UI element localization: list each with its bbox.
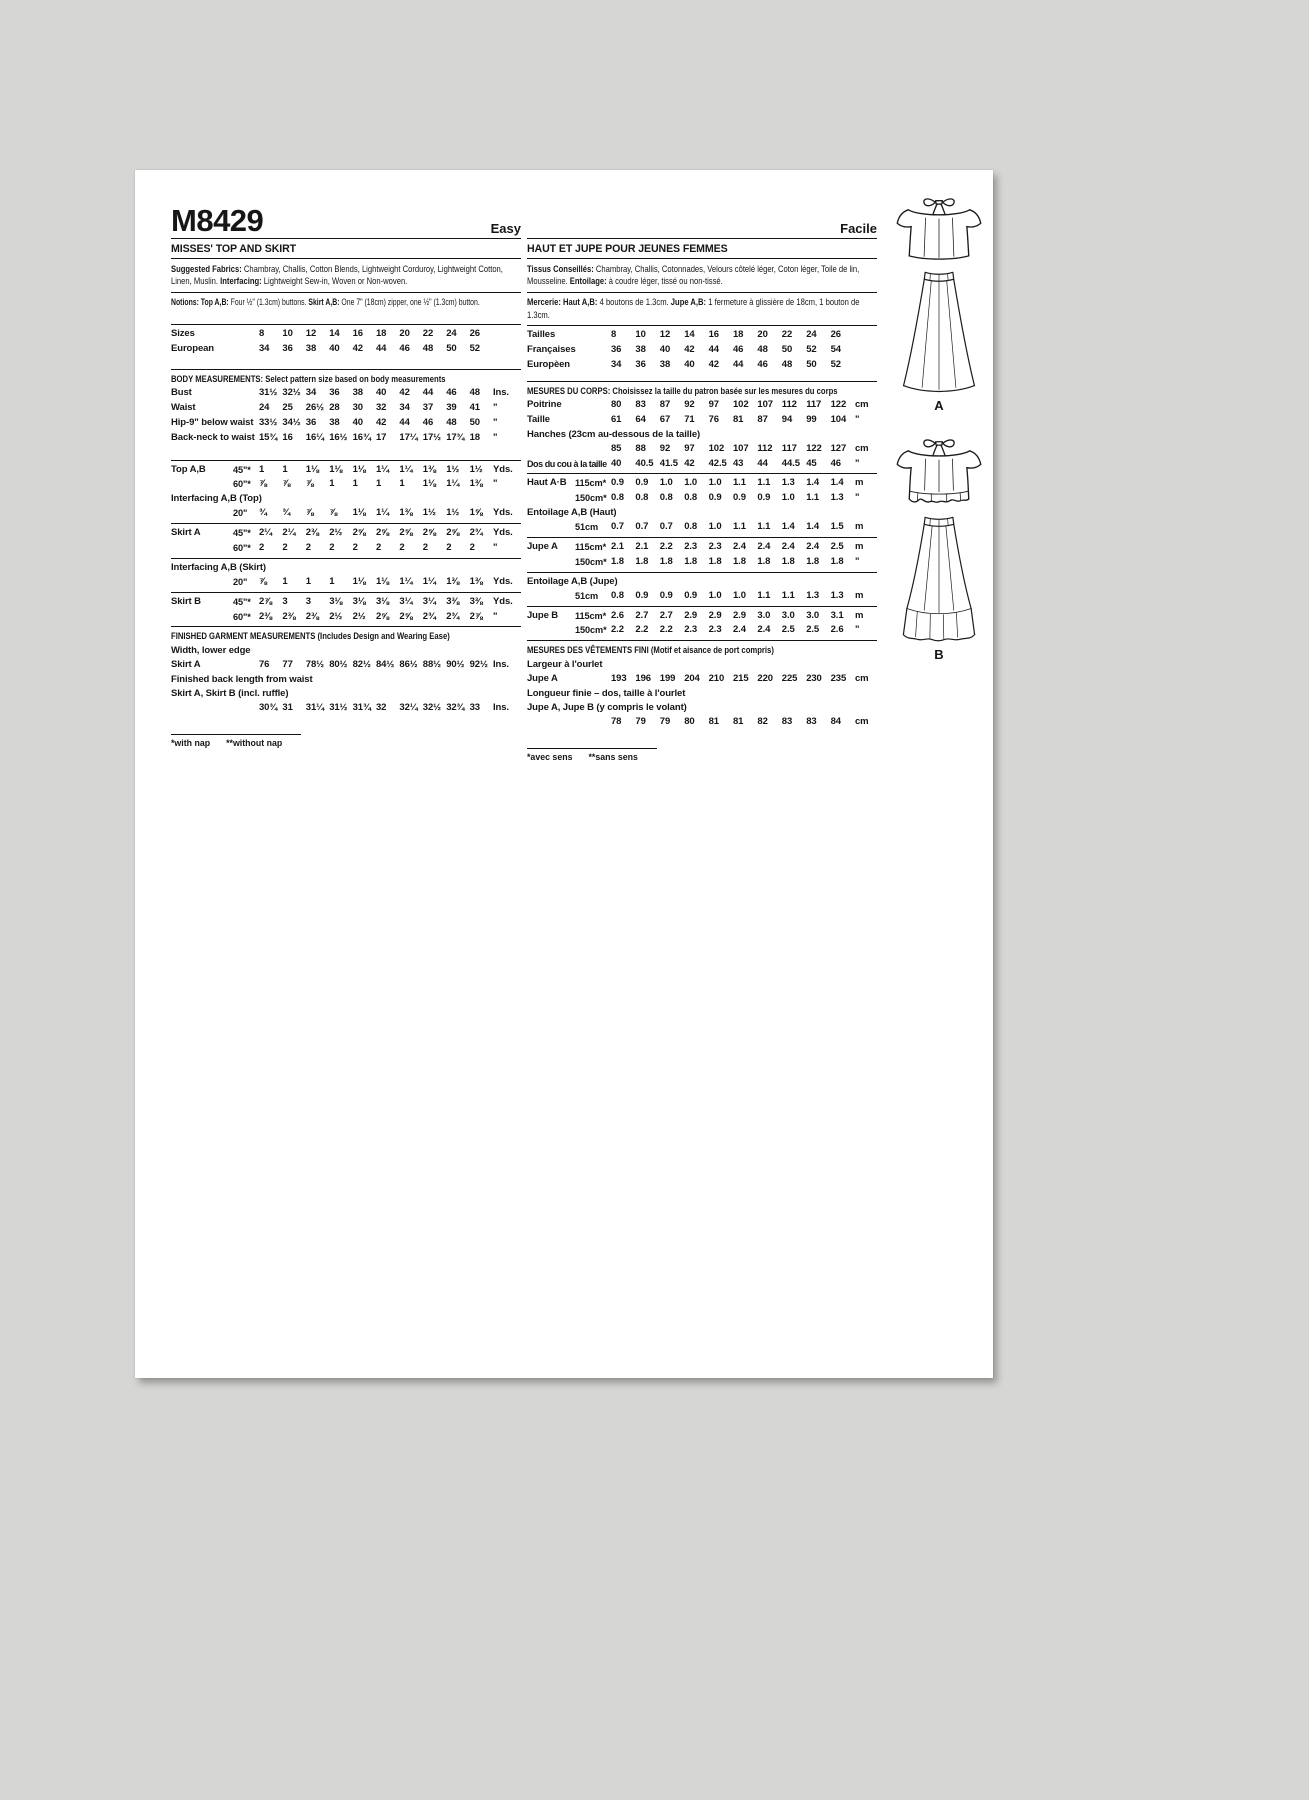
row-values: 76 77 78½ 80½ 82½ 84½ 86½ 88½ 90½ 92½: [259, 659, 488, 671]
mercerie-paragraph: [527, 295, 877, 324]
row-unit: Ins.: [493, 702, 509, 714]
interfacing-skirt-20-row: [171, 575, 521, 590]
row-label: Bust: [171, 387, 192, 399]
row-label: Dos du cou à la taille: [527, 458, 607, 469]
hanches-label: Hanches (23cm au-dessous de la taille): [527, 428, 701, 440]
skirt-b-60-row: [171, 610, 521, 625]
row-values: 34 36 38 40 42 44 46 48 50 52: [611, 358, 841, 370]
notions-skirt-label: Skirt A,B:: [308, 297, 340, 308]
difficulty-label-en: Easy: [490, 221, 521, 236]
row-unit: [855, 358, 877, 373]
row-values: 2.1 2.1 2.2 2.3 2.3 2.4 2.4 2.4 2.4 2.5: [611, 541, 844, 553]
row-unit: m: [855, 477, 864, 489]
row-values: 2.2 2.2 2.2 2.3 2.3 2.4 2.4 2.5 2.5 2.6: [611, 624, 844, 636]
row-unit: Yds.: [493, 507, 513, 519]
row-width-label: 45"*: [233, 596, 251, 607]
row-label: [171, 575, 233, 590]
row-label: Jupe A: [527, 541, 558, 553]
divider: [527, 381, 877, 382]
tissus-paragraph: [527, 261, 877, 290]
top-view-a-illustration: [891, 194, 987, 264]
bust-row: [171, 386, 521, 401]
row-unit: [493, 342, 521, 357]
row-width-label: 45"*: [233, 528, 251, 539]
divider: [171, 292, 521, 293]
without-nap-note: **without nap: [226, 738, 283, 749]
row-unit: ": [855, 555, 860, 567]
row-values: 0.7 0.7 0.7 0.8 1.0 1.1 1.1 1.4 1.4 1.5: [611, 521, 844, 533]
interfacing-top-20-row: [171, 506, 521, 521]
divider: [171, 626, 521, 627]
row-label: Jupe B: [527, 609, 559, 621]
taille-row: [527, 413, 877, 428]
interfacing-top-label: Interfacing A,B (Top): [171, 493, 262, 505]
row-values: 34 36 38 40 42 44 46 48 50 52: [259, 343, 480, 355]
sens-footnote: [527, 751, 877, 762]
row-values: 36 38 40 42 44 46 48 50 52 54: [611, 343, 841, 355]
row-values: 2⅜ 2⅜ 2⅜ 2½ 2½ 2⅝ 2⅝ 2¾ 2¾ 2⅞: [259, 610, 483, 622]
row-values: 85 88 92 97 102 107 112 117 122 127: [611, 442, 847, 454]
row-values: 2.6 2.7 2.7 2.9 2.9 2.9 3.0 3.0 3.0 3.1: [611, 609, 844, 621]
mercerie-label: Mercerie: Haut A,B:: [527, 297, 598, 308]
entoilage-jupe-51-row: [527, 589, 877, 604]
row-values: ⅞ 1 1 1 1⅛ 1⅛ 1¼ 1¼ 1⅜ 1⅜: [259, 576, 483, 588]
row-label: Europèen: [527, 358, 571, 370]
row-label: [527, 623, 575, 638]
row-values: 78 79 79 80 81 81 82 83 83 84: [611, 716, 841, 728]
row-label: Tailles: [527, 329, 556, 341]
row-label: Hip-9" below waist: [171, 417, 254, 429]
pattern-number: M8429: [171, 203, 264, 238]
entoilage-text: à coudre léger, tissé ou non-tissé.: [606, 276, 723, 287]
row-width-label: 20": [233, 577, 248, 588]
jupe-b-115-row: [527, 609, 877, 624]
view-b-label: B: [934, 647, 944, 662]
entoilage-haut-label: Entoilage A,B (Haut): [527, 507, 617, 519]
view-a-label: A: [934, 398, 944, 413]
row-unit: Ins.: [493, 659, 509, 671]
mesures-vetements-header: MESURES DES VÊTEMENTS FINI (Motif et aisance de port compris): [527, 644, 774, 656]
row-unit: ": [855, 413, 860, 425]
header-row: [527, 200, 877, 236]
sizes-row: [171, 327, 521, 342]
divider: [527, 640, 877, 641]
entoilage-label: Entoilage:: [569, 276, 607, 287]
row-unit: Ins.: [493, 387, 509, 399]
row-unit: m: [855, 609, 864, 621]
row-unit: ": [855, 624, 860, 636]
divider: [527, 572, 877, 573]
european-sizes-row: [171, 342, 521, 357]
french-column: [527, 200, 877, 762]
row-width-label: 150cm*: [575, 556, 607, 567]
row-width-label: 45"*: [233, 464, 251, 475]
haut-ab-115-row: [527, 476, 877, 491]
row-label: Top A,B: [171, 463, 206, 475]
row-unit: ": [493, 417, 498, 429]
row-values: 1 1 1⅛ 1⅛ 1⅛ 1¼ 1¼ 1⅜ 1½ 1½: [259, 463, 483, 475]
row-label: Skirt B: [171, 595, 201, 607]
skirt-view-b-illustration: [886, 513, 992, 645]
waist-row: [171, 401, 521, 416]
finished-lengths-row-fr: [527, 715, 877, 730]
row-width-label: 115cm*: [575, 610, 607, 621]
footnote-divider: [171, 734, 301, 735]
pattern-envelope-back-page: [135, 170, 993, 1378]
jupe-b-150-row: [527, 623, 877, 638]
row-unit: ": [493, 542, 498, 554]
haut-ab-150-row: [527, 491, 877, 506]
row-values: 0.8 0.9 0.9 0.9 1.0 1.0 1.1 1.1 1.3 1.3: [611, 589, 844, 601]
skirt-a-45-row: [171, 526, 521, 541]
row-unit: ": [855, 457, 860, 469]
divider: [171, 523, 521, 524]
row-values: 193 196 199 204 210 215 220 225 230 235: [611, 672, 847, 684]
skirt-view-a-illustration: [887, 268, 991, 396]
row-unit: ": [493, 431, 498, 443]
row-label: [527, 491, 575, 506]
jupe-a-150-row: [527, 555, 877, 570]
row-unit: cm: [855, 399, 869, 411]
row-label: [171, 541, 233, 556]
english-column: [171, 200, 521, 748]
divider: [171, 369, 521, 370]
row-unit: cm: [855, 672, 869, 684]
garment-illustrations: [879, 194, 999, 662]
poitrine-row: [527, 398, 877, 413]
row-values: 2¼ 2¼ 2⅜ 2½ 2⅝ 2⅝ 2⅝ 2⅝ 2⅝ 2¾: [259, 527, 483, 539]
with-nap-note: *with nap: [171, 738, 211, 749]
fabrics-label: Suggested Fabrics:: [171, 263, 242, 274]
row-unit: Yds.: [493, 527, 513, 539]
difficulty-label-fr: Facile: [840, 221, 877, 236]
top-view-b-illustration: [891, 435, 987, 509]
row-width-label: 51cm: [575, 522, 599, 533]
row-unit: Yds.: [493, 463, 513, 475]
europeen-row: [527, 358, 877, 373]
row-label: [171, 506, 233, 521]
divider: [171, 558, 521, 559]
row-width-label: 115cm*: [575, 478, 607, 489]
row-label: Waist: [171, 402, 196, 414]
row-values: ⅞ ⅞ ⅞ 1 1 1 1 1⅛ 1¼ 1⅜: [259, 478, 483, 490]
mercerie-text: 4 boutons de 1.3cm.: [597, 297, 671, 308]
row-unit: cm: [855, 442, 869, 454]
row-label: Taille: [527, 413, 550, 425]
mesures-du-corps-header: MESURES DU CORPS: Choisissez la taille du patron basée sur les mesures du corps: [527, 384, 838, 396]
notions-skirt-text: One 7" (18cm) zipper, one ½" (1.3cm) button.: [339, 297, 480, 308]
divider: [527, 292, 877, 293]
row-unit: m: [855, 589, 864, 601]
body-measurements-header: BODY MEASUREMENTS: Select pattern size based on body measurements: [171, 372, 446, 384]
interfacing-label: Interfacing:: [220, 276, 262, 287]
top-ab-60-row: [171, 477, 521, 492]
finished-back-length-label: Finished back length from waist: [171, 673, 313, 685]
finished-jupe-a-row: [527, 672, 877, 687]
row-width-label: 150cm*: [575, 493, 607, 504]
row-label: [527, 715, 611, 730]
divider: [527, 473, 877, 474]
row-label: Jupe A: [527, 672, 558, 684]
width-lower-edge-label: Width, lower edge: [171, 644, 251, 656]
hanches-values-row: [527, 442, 877, 457]
jupe-ab-volant-label: Jupe A, Jupe B (y compris le volant): [527, 701, 687, 713]
row-values: 2⅞ 3 3 3⅛ 3⅛ 3⅛ 3¼ 3¼ 3⅜ 3⅜: [259, 595, 483, 607]
row-values: 8 10 12 14 16 18 20 22 24 26: [259, 328, 480, 340]
divider: [527, 258, 877, 259]
divider: [171, 238, 521, 239]
suggested-fabrics-paragraph: [171, 261, 521, 290]
row-label: Sizes: [171, 328, 195, 340]
row-width-label: 51cm: [575, 590, 599, 601]
row-label: Poitrine: [527, 399, 562, 411]
row-unit: ": [493, 610, 498, 622]
row-values: 2 2 2 2 2 2 2 2 2 2: [259, 542, 475, 554]
francaises-row: [527, 343, 877, 358]
row-label: [171, 610, 233, 625]
notions-paragraph: [171, 295, 521, 311]
jupe-a-115-row: [527, 540, 877, 555]
notions-text: Four ½" (1.3cm) buttons.: [228, 297, 309, 308]
divider: [171, 460, 521, 461]
row-values: 15¾ 16 16¼ 16½ 16¾ 17 17¼ 17½ 17¾ 18: [259, 431, 480, 443]
dos-du-cou-row: [527, 457, 877, 472]
row-unit: ": [493, 402, 498, 414]
row-width-label: 150cm*: [575, 625, 607, 636]
row-unit: [855, 328, 877, 343]
row-values: 0.9 0.9 1.0 1.0 1.0 1.1 1.1 1.3 1.4 1.4: [611, 477, 844, 489]
divider: [171, 324, 521, 325]
row-unit: m: [855, 521, 864, 533]
row-values: 33½ 34½ 36 38 40 42 44 46 48 50: [259, 417, 480, 429]
row-unit: Yds.: [493, 595, 513, 607]
row-label: [171, 477, 233, 492]
row-label: [171, 701, 259, 716]
top-ab-45-row: [171, 463, 521, 478]
fabrics-text: Chambray, Challis, Cotton Blends, Lightweight Corduroy, Lightweight Cotton, Linen, Muslin.: [171, 263, 503, 287]
mercerie-jupe-text: 1 fermeture à glissière de 18cm, 1 bouton de 1.3cm.: [527, 297, 860, 320]
divider: [171, 258, 521, 259]
skirt-a-60-row: [171, 541, 521, 556]
row-label: Skirt A: [171, 659, 201, 671]
row-unit: m: [855, 541, 864, 553]
entoilage-jupe-label: Entoilage A,B (Jupe): [527, 575, 618, 587]
divider: [527, 325, 877, 326]
back-neck-row: [171, 431, 521, 446]
row-width-label: 115cm*: [575, 542, 607, 553]
row-unit: [493, 327, 521, 342]
row-label: [527, 555, 575, 570]
row-label: European: [171, 343, 215, 355]
row-label: Haut A·B: [527, 477, 567, 489]
row-values: 61 64 67 71 76 81 87 94 99 104: [611, 413, 847, 425]
row-values: 31½ 32½ 34 36 38 40 42 44 46 48: [259, 387, 480, 399]
skirt-ab-ruffle-label: Skirt A, Skirt B (incl. ruffle): [171, 688, 289, 700]
row-values: ¾ ¾ ⅞ ⅞ 1⅛ 1¼ 1⅜ 1½ 1½ 1⅝: [259, 507, 483, 519]
sans-sens-note: **sans sens: [588, 751, 638, 762]
row-width-label: 60"*: [233, 479, 251, 490]
row-width-label: 20": [233, 508, 248, 519]
row-values: 30¾ 31 31¼ 31½ 31¾ 32 32¼ 32½ 32¾ 33: [259, 702, 480, 714]
footnote-divider: [527, 748, 657, 749]
divider: [527, 238, 877, 239]
largeur-ourlet-label: Largeur à l'ourlet: [527, 658, 603, 670]
row-values: 40 40.5 41.5 42 42.5 43 44 44.5 45 46: [611, 457, 841, 469]
row-values: 80 83 87 92 97 102 107 112 117 122: [611, 399, 847, 411]
row-label: Françaises: [527, 343, 576, 355]
row-label: [527, 442, 611, 457]
finished-lengths-row: [171, 701, 521, 716]
garment-title-en: MISSES' TOP AND SKIRT: [171, 243, 297, 255]
mercerie-jupe-label: Jupe A,B:: [670, 297, 707, 308]
row-unit: [855, 343, 877, 358]
row-label: Back-neck to waist: [171, 431, 255, 443]
notions-label: Notions: Top A,B:: [171, 297, 229, 308]
row-values: 24 25 26½ 28 30 32 34 37 39 41: [259, 402, 480, 414]
row-unit: cm: [855, 716, 869, 728]
row-label: Skirt A: [171, 527, 201, 539]
row-label: [527, 520, 575, 535]
tissus-label: Tissus Conseillés:: [527, 263, 594, 274]
divider: [527, 537, 877, 538]
interfacing-skirt-label: Interfacing A,B (Skirt): [171, 561, 266, 573]
row-unit: ": [855, 492, 860, 504]
garment-title-fr: HAUT ET JUPE POUR JEUNES FEMMES: [527, 243, 728, 255]
hip-row: [171, 416, 521, 431]
interfacing-text: Lightweight Sew-in, Woven or Non-woven.: [261, 276, 408, 287]
avec-sens-note: *avec sens: [527, 751, 573, 762]
longueur-finie-label: Longueur finie – dos, taille à l'ourlet: [527, 687, 686, 699]
nap-footnote: [171, 737, 521, 748]
row-values: 0.8 0.8 0.8 0.8 0.9 0.9 0.9 1.0 1.1 1.3: [611, 492, 844, 504]
header-row: [171, 200, 521, 236]
tissus-text: Chambray, Challis, Cotonnades, Velours côtelé léger, Coton léger, Toile de lin, Mousseline.: [527, 263, 860, 287]
row-values: 1.8 1.8 1.8 1.8 1.8 1.8 1.8 1.8 1.8 1.8: [611, 555, 844, 567]
tailles-row: [527, 328, 877, 343]
row-width-label: 60"*: [233, 543, 251, 554]
row-unit: Yds.: [493, 576, 513, 588]
row-width-label: 60"*: [233, 611, 251, 622]
finished-measurements-header: FINISHED GARMENT MEASUREMENTS (Includes Design and Wearing Ease): [171, 630, 450, 642]
entoilage-haut-51-row: [527, 520, 877, 535]
row-label: [527, 589, 575, 604]
divider: [527, 606, 877, 607]
finished-skirt-a-row: [171, 658, 521, 673]
row-values: 8 10 12 14 16 18 20 22 24 26: [611, 329, 841, 341]
divider: [171, 592, 521, 593]
row-unit: ": [493, 478, 498, 490]
skirt-b-45-row: [171, 595, 521, 610]
